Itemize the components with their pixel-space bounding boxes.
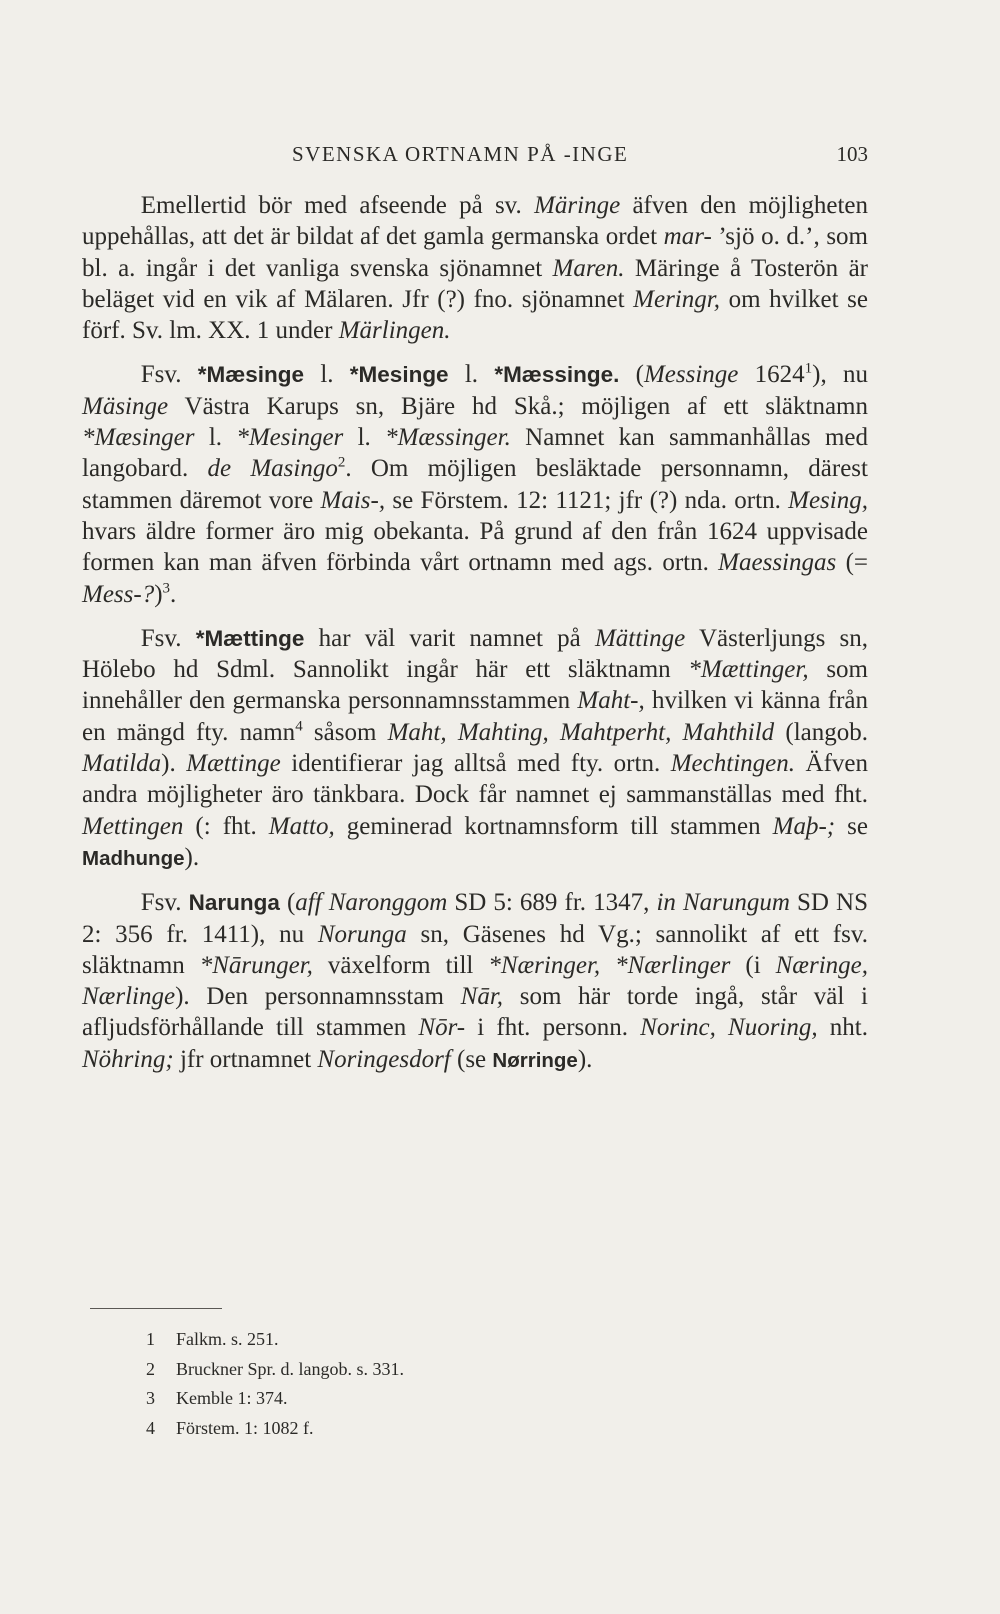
footnote-number: 4 (146, 1417, 155, 1438)
italic-run: Maht-, (577, 687, 645, 715)
text-run: sn, Gäsenes hd Vg.; sannolikt af ett fsv. släktnamn (82, 920, 868, 979)
italic-run: in Narungum (656, 889, 790, 917)
text-run: ) (154, 580, 163, 608)
italic-run: *Mesinger (236, 424, 344, 452)
text-run: SD NS 2: 356 fr. 1411), nu (82, 889, 868, 948)
italic-run: Mais-, (320, 486, 386, 514)
italic-run: Matilda (82, 750, 162, 778)
text-run: såsom (302, 718, 388, 746)
text-run: i fht. personn. (465, 1014, 641, 1042)
text-run: l. (194, 424, 237, 452)
italic-run: Noringesdorf (317, 1045, 451, 1073)
text-run: se (835, 812, 869, 840)
text-run: växelform till (312, 951, 489, 979)
italic-run: de Masingo (207, 455, 338, 483)
italic-run: Meringr, (633, 285, 720, 313)
italic-run: Næringe, Nærlinge (82, 951, 868, 1011)
text-run: (se (450, 1045, 493, 1073)
italic-run: mar- (663, 223, 712, 251)
text-run: (: fht. (183, 812, 269, 840)
footnote-ref[interactable]: 3 (162, 579, 171, 596)
footnote-number: 3 (146, 1388, 155, 1408)
text-run: (langob. (774, 718, 869, 746)
text-run: Västra Karups sn, Bjäre hd Skå.; möjligen af ett släktnamn (168, 392, 868, 420)
text-run: ( (619, 361, 644, 389)
text-run: l. (304, 361, 350, 389)
italic-run: aff Naronggom (295, 889, 448, 917)
footnote-text: Kemble 1: 374. (176, 1388, 288, 1408)
footnote-text: Bruckner Spr. d. langob. s. 331. (176, 1358, 404, 1379)
text-run: ). (184, 843, 200, 871)
italic-run: *Nārunger, (199, 951, 313, 979)
text-run: Fsv. (140, 361, 198, 389)
italic-run: Nār, (460, 983, 504, 1011)
text-run: identifierar jag alltså med fty. ortn. (280, 750, 671, 778)
italic-run: Maht, Mahting, Mahtperht, Mahthild (387, 718, 775, 746)
italic-run: Mættinge (186, 750, 281, 778)
italic-run: Norinc, Nuoring, (640, 1014, 818, 1042)
italic-run: Mesing, (788, 486, 868, 514)
text-run: Namnet kan sammanhållas med langobard. (82, 424, 869, 483)
italic-run: Mettingen (82, 812, 184, 840)
text-run: jfr ortnamnet (173, 1045, 318, 1073)
text-run: se Förstem. 12: 1121; jfr (?) nda. ortn. (385, 486, 789, 514)
running-title: SVENSKA ORTNAMN PÅ -INGE (292, 142, 629, 166)
text-run: . (170, 580, 177, 608)
text-run: som här torde ingå, står väl i afljudsförhållande till stammen (82, 983, 868, 1042)
text-run: Märinge å Tosterön är beläget vid en vik af Mälaren. Jfr (?) fno. sjönamnet (82, 254, 868, 313)
text-run: Äfven andra möjligheter äro tänkbara. Dock får namnet ej sammanställas med fht. (82, 750, 869, 809)
text-run: Emellertid bör med afseende på sv. (140, 192, 535, 219)
text-run: 1624 (738, 361, 805, 389)
text-run: nht. (817, 1014, 868, 1042)
headword: *Mæssinge. (494, 362, 620, 388)
text-run: ). (577, 1045, 593, 1073)
footnote-ref[interactable]: 2 (337, 454, 346, 471)
footnote-text: Förstem. 1: 1082 f. (176, 1417, 314, 1438)
italic-run: Maren. (552, 254, 625, 282)
italic-run: Messinge (643, 361, 739, 389)
italic-run: *Mæsinger (82, 424, 195, 452)
italic-run: Mess-? (82, 580, 155, 608)
headword: Narunga (188, 890, 280, 916)
italic-run: Märinge (534, 192, 621, 219)
italic-run: *Mæssinger. (385, 424, 511, 452)
italic-run: Mechtingen. (670, 750, 795, 778)
italic-run: Mäsinge (82, 392, 169, 420)
text-run: l. (343, 424, 386, 452)
italic-run: Nöhring; (82, 1045, 174, 1073)
text-run: (= (836, 549, 868, 577)
text-run: hvilken vi känna från en mängd fty. namn (82, 687, 868, 746)
italic-run: Märlingen. (338, 317, 451, 345)
italic-run: Matto, (268, 812, 335, 840)
text-run: ’sjö o. d.’, som bl. a. ingår i det vanliga svenska sjönamnet (82, 223, 868, 282)
paragraph-maettinge (82, 623, 868, 874)
cross-reference[interactable]: Madhunge (82, 846, 185, 870)
text-run: Fsv. (140, 624, 196, 652)
text-run: ). Den personnamnsstam (175, 983, 461, 1011)
footnote-text: Falkm. s. 251. (176, 1329, 279, 1349)
text-run: Västerljungs sn, Hölebo hd Sdml. Sannolikt ingår här ett släktnamn (82, 624, 868, 684)
text-run: geminerad kortnamnsform till stammen (334, 812, 773, 840)
text-run: har väl varit namnet på (304, 624, 595, 652)
text-run: Fsv. (140, 889, 189, 917)
paragraph-maesinge (82, 359, 868, 609)
cross-reference[interactable]: Nørringe (492, 1048, 578, 1072)
italic-run: Norunga (317, 920, 407, 948)
italic-run: *Næringer, *Nærlinger (488, 951, 731, 979)
footnotes (146, 1325, 746, 1443)
footnote-number: 2 (146, 1358, 155, 1379)
text-run: äfven den möjligheten uppehållas, att det är bildat af det gamla germanska ordet (82, 192, 868, 251)
text-run: ( (279, 889, 296, 917)
footnote (146, 1325, 746, 1355)
text-run: hvars äldre former äro mig obekanta. På grund af den från 1624 uppvisade formen kan man äfven förbinda vårt ortnamn med ags. ortn. (82, 517, 868, 577)
text-run: . Om möjligen besläktade personnamn, därest stammen däremot vore (82, 455, 868, 514)
text-run: l. (448, 361, 495, 389)
footnote (146, 1414, 746, 1444)
paragraph-narunga (82, 887, 868, 1076)
text-run: ). (161, 750, 187, 778)
footnote-divider (90, 1308, 222, 1309)
footnote-ref[interactable]: 1 (804, 360, 813, 377)
body-text (82, 190, 868, 1076)
headword: *Mesinge (349, 362, 449, 388)
text-run: SD 5: 689 fr. 1347, (447, 889, 657, 917)
italic-run: Maessingas (718, 549, 837, 577)
italic-run: Nōr- (418, 1014, 466, 1042)
italic-run: Mättinge (594, 624, 686, 652)
italic-run: *Mættinger, (688, 656, 809, 684)
page-number: 103 (836, 142, 868, 166)
text-run: (i (730, 951, 776, 979)
headword: *Mæsinge (197, 362, 305, 388)
footnote-number: 1 (146, 1329, 155, 1349)
headword: *Mættinge (195, 625, 305, 651)
text-run: som innehåller den germanska personnamnsstammen (82, 656, 868, 715)
footnote (146, 1384, 746, 1414)
text-run: ), nu (812, 361, 868, 389)
footnote (146, 1355, 746, 1385)
footnote-ref[interactable]: 4 (295, 718, 303, 734)
italic-run: Maþ-; (772, 812, 836, 840)
paragraph-maringe (82, 190, 868, 346)
text-run: om hvilket se förf. Sv. lm. XX. 1 under (82, 285, 868, 345)
